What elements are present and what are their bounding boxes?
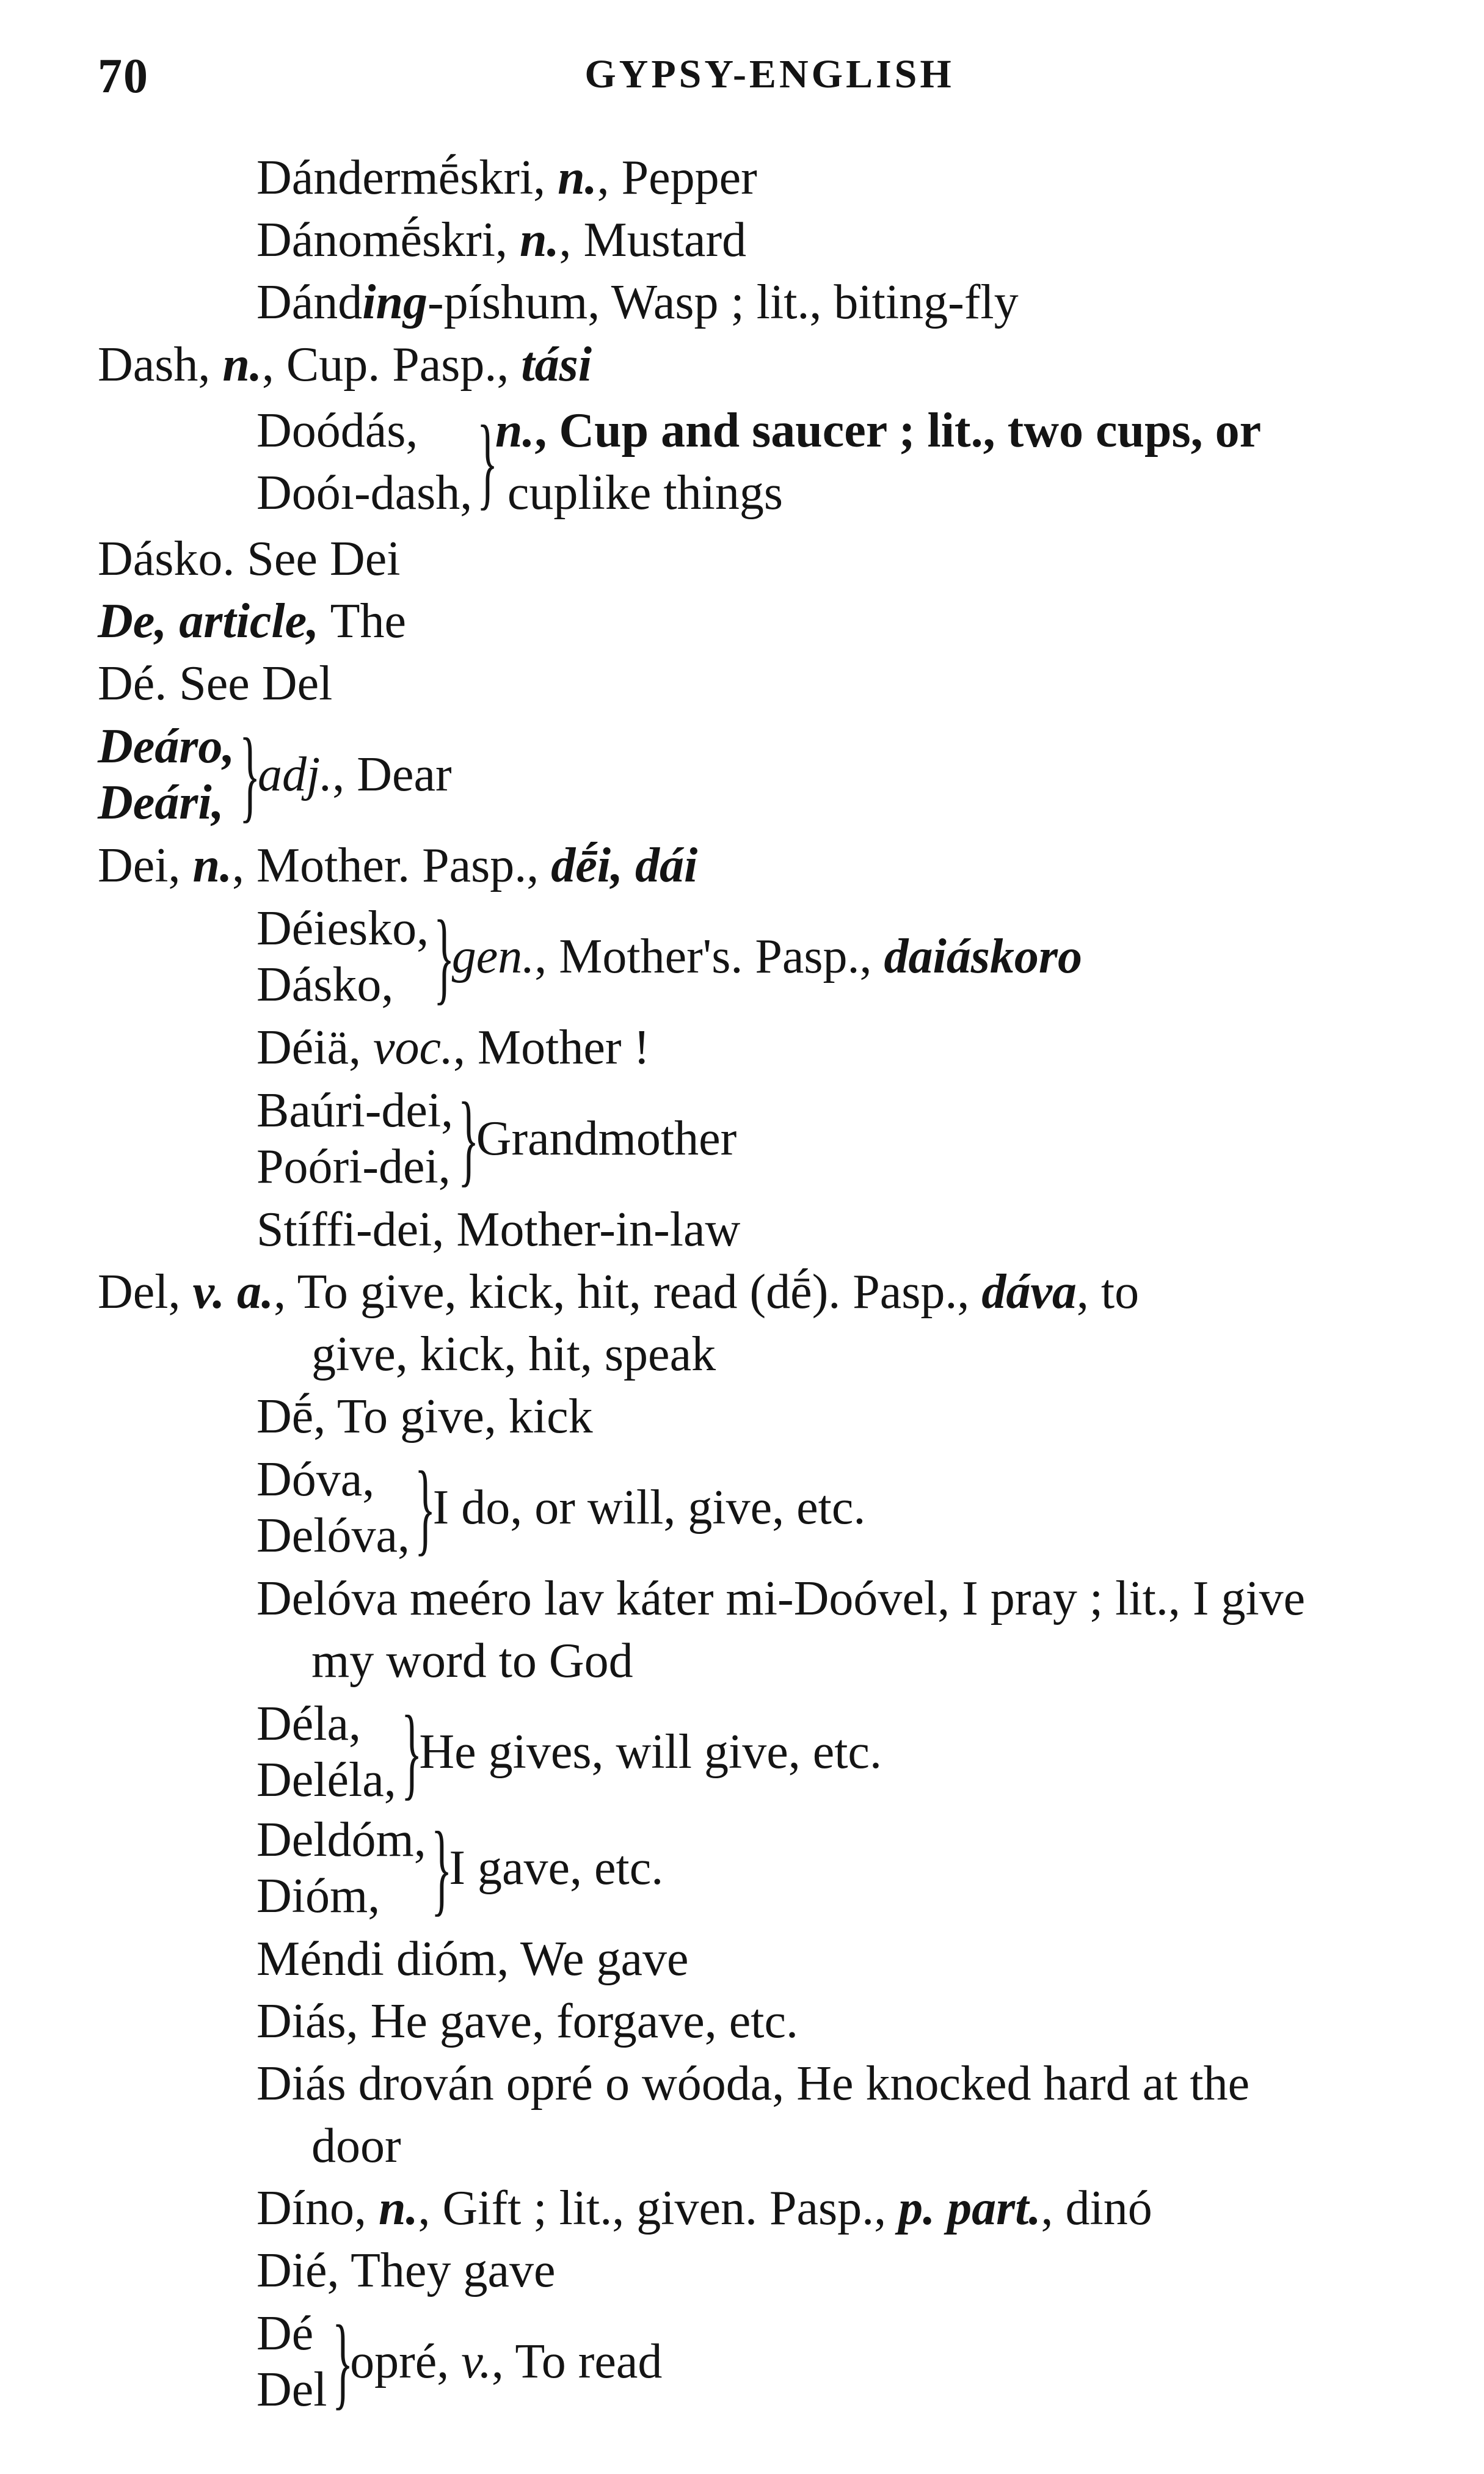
- entry-line: Diás drován opré o wóoda, He knocked hard at the: [256, 2057, 1250, 2111]
- right-brace: }: [415, 1450, 436, 1565]
- bracketed-group: [98, 718, 1441, 831]
- group-definition: n., Cup and saucer ; lit., two cups, or: [495, 404, 1262, 458]
- group-word: Poóri-dei,: [256, 1140, 451, 1194]
- entry-line: Diás, He gave, forgave, etc.: [256, 1994, 799, 2048]
- group-word: Delóva,: [256, 1509, 410, 1563]
- entry-line: Dánomḗskri, n., Mustard: [256, 213, 747, 267]
- group-definition: Grandmother: [476, 1111, 737, 1166]
- running-head: GYPSY-ENGLISH: [584, 52, 955, 97]
- page-number: 70: [98, 49, 149, 103]
- group-definition: opré, v., To read: [350, 2334, 663, 2388]
- entry-line: Dánding-píshum, Wasp ; lit., biting-fly: [256, 275, 1019, 329]
- right-brace: }: [434, 899, 455, 1014]
- bracketed-group: [98, 1082, 1441, 1195]
- bracketed-group: [98, 1696, 1441, 1808]
- group-word: Dióm,: [256, 1869, 380, 1923]
- continuation-line: door: [311, 2119, 401, 2173]
- headword-line: Dásko. See Dei: [98, 532, 401, 586]
- bracketed-group: [98, 2305, 1441, 2418]
- bracketed-group: [98, 900, 1441, 1013]
- right-brace: }: [458, 1081, 479, 1196]
- headword-line: Dash, n., Cup. Pasp., tási: [98, 338, 592, 392]
- group-word: Del: [256, 2363, 327, 2417]
- group-definition: adj., Dear: [258, 747, 452, 801]
- page-header: [98, 49, 1441, 110]
- headword-line: Dé. See Del: [98, 657, 333, 710]
- entry-line: Méndi dióm, We gave: [256, 1932, 689, 1986]
- group-definition: gen., Mother's. Pasp., daiáskoro: [451, 929, 1082, 983]
- continuation-line: my word to God: [311, 1634, 633, 1688]
- entry-line: Stíffi-dei, Mother-in-law: [256, 1203, 741, 1257]
- group-word: Dásko,: [256, 958, 394, 1012]
- group-word: Dé: [256, 2307, 314, 2360]
- group-word: Déiesko,: [256, 902, 429, 955]
- entry-line: Déiä, voc., Mother !: [256, 1021, 650, 1075]
- group-definition: I gave, etc.: [449, 1841, 664, 1895]
- group-definition: He gives, will give, etc.: [419, 1724, 882, 1779]
- headword-line: Dei, n., Mother. Pasp., dḗi, dái: [98, 839, 698, 892]
- right-brace: }: [477, 404, 498, 519]
- right-brace: }: [332, 2304, 353, 2419]
- group-word: Deáro,: [98, 720, 235, 773]
- bracketed-group: [98, 1812, 1441, 1924]
- group-word: Baúri-dei,: [256, 1084, 454, 1137]
- right-brace: }: [431, 1811, 453, 1925]
- bracketed-group: [98, 400, 1441, 524]
- group-word: Dóva,: [256, 1453, 375, 1506]
- group-definition: I do, or will, give, etc.: [432, 1480, 866, 1534]
- entry-line: Díno, n., Gift ; lit., given. Pasp., p. part., dinó: [256, 2181, 1152, 2235]
- group-word: Deári,: [98, 776, 224, 830]
- group-word: Doóı-dash,: [256, 466, 473, 520]
- group-continuation: cuplike things: [507, 466, 783, 520]
- group-word: Deldóm,: [256, 1813, 426, 1867]
- entry-line: Dié, They gave: [256, 2244, 556, 2297]
- bracketed-group: [98, 1451, 1441, 1564]
- dictionary-entries: [98, 147, 1441, 2421]
- group-word: Deléla,: [256, 1753, 396, 1807]
- entry-line: Dḗ, To give, kick: [256, 1390, 593, 1443]
- entry-line: Dándermḗskri, n., Pepper: [256, 151, 757, 205]
- group-word: Déla,: [256, 1697, 362, 1751]
- continuation-line: give, kick, hit, speak: [311, 1327, 716, 1381]
- entry-line: Delóva meéro lav káter mi-Doóvel, I pray ; lit., I give: [256, 1572, 1306, 1626]
- right-brace: }: [239, 717, 261, 832]
- headword-line: Del, v. a., To give, kick, hit, read (dḗ). Pasp., dáva, to: [98, 1265, 1140, 1319]
- headword-line: De, article, The: [98, 594, 407, 648]
- group-word: Doódás,: [256, 404, 418, 458]
- right-brace: }: [401, 1695, 423, 1809]
